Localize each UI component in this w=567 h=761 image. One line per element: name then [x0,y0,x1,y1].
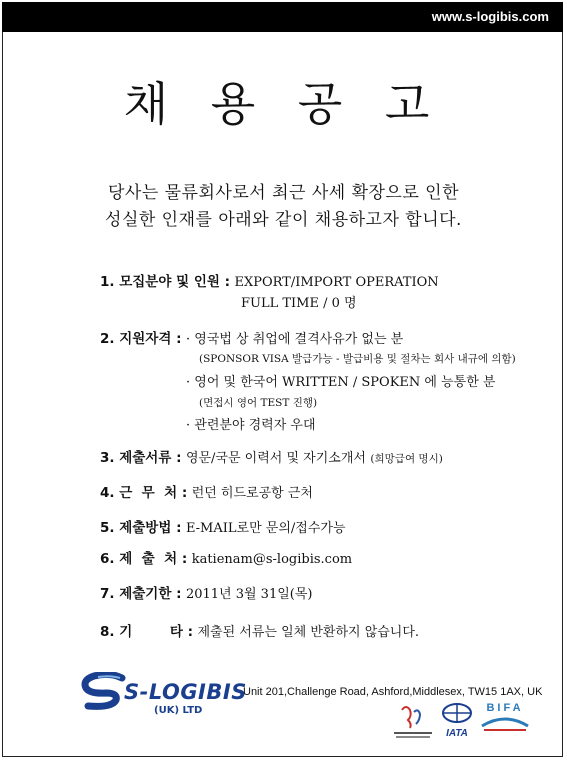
item-recruit-value: EXPORT/IMPORT OPERATION [234,275,439,290]
company-address: Unit 201,Challenge Road, Ashford,Middlesex, TW15 1AX, UK [243,686,543,698]
iata-globe-icon [440,702,474,724]
association-logo-icon [392,702,434,742]
item-etc-value: 제출된 서류는 일체 반환하지 않습니다. [197,625,420,640]
iata-label: IATA [446,728,468,739]
logo-text: S-LOGIBIS [124,680,247,704]
item-deadline-value: 2011년 3월 31일(목) [185,587,313,602]
item-qualification-line-2: · 영어 및 한국어 WRITTEN / SPOKEN 에 능통한 분 [186,375,496,390]
item-contact [100,547,352,567]
item-documents [100,446,443,466]
item-recruit-label: 1. 모집분야 및 인원 : [100,274,231,290]
item-qualification-note-2: (면접시 영어 TEST 진행) [199,397,318,409]
item-location-value: 런던 히드로공항 근처 [191,486,313,501]
item-qualification-label: 2. 지원자격 : [100,331,182,347]
item-location-label: 4. 근 무 처 : [100,485,188,501]
item-method [100,516,346,536]
s-logibis-logo-icon [80,672,128,712]
item-contact-label: 6. 제 출 처 : [100,551,188,567]
bifa-graphic-icon [476,714,534,734]
item-deadline-label: 7. 제출기한 : [100,586,182,602]
item-recruit [100,270,439,290]
item-qualification-line-1: · 영국법 상 취업에 결격사유가 없는 분 [185,332,404,347]
intro-line-1: 당사는 물류회사로서 최근 사세 확장으로 인한 [107,183,460,203]
item-qualification-note-1: (SPONSOR VISA 발급가능 - 발급비용 및 절차는 회사 내규에 의함) [199,353,516,365]
bifa-logo [476,702,534,742]
logo-subtext: (UK) LTD [154,705,203,716]
item-deadline [100,582,312,602]
item-contact-email[interactable]: katienam@s-logibis.com [191,552,353,567]
item-documents-note: (희망급여 명시) [370,453,443,465]
item-method-value: E-MAIL로만 문의/접수가능 [185,521,346,536]
page-title: 채 용 공 고 [123,77,444,131]
top-bar [2,2,563,32]
item-method-label: 5. 제출방법 : [100,520,182,536]
item-documents-label: 3. 제출서류 : [100,450,182,466]
item-qualification-line-3: · 관련분야 경력자 우대 [186,418,316,433]
item-etc [100,620,419,640]
item-documents-value: 영문/국문 이력서 및 자기소개서 [185,451,366,466]
item-qualification [100,327,403,347]
website-url[interactable]: www.s-logibis.com [431,9,549,24]
item-recruit-value-2: FULL TIME / 0 명 [241,296,357,311]
intro-line-2: 성실한 인재를 아래와 같이 채용하고자 합니다. [105,210,462,230]
item-etc-label: 8. 기 타 : [100,624,194,640]
iata-logo [440,702,474,742]
item-location [100,481,313,501]
bifa-label: BIFA [486,702,524,714]
